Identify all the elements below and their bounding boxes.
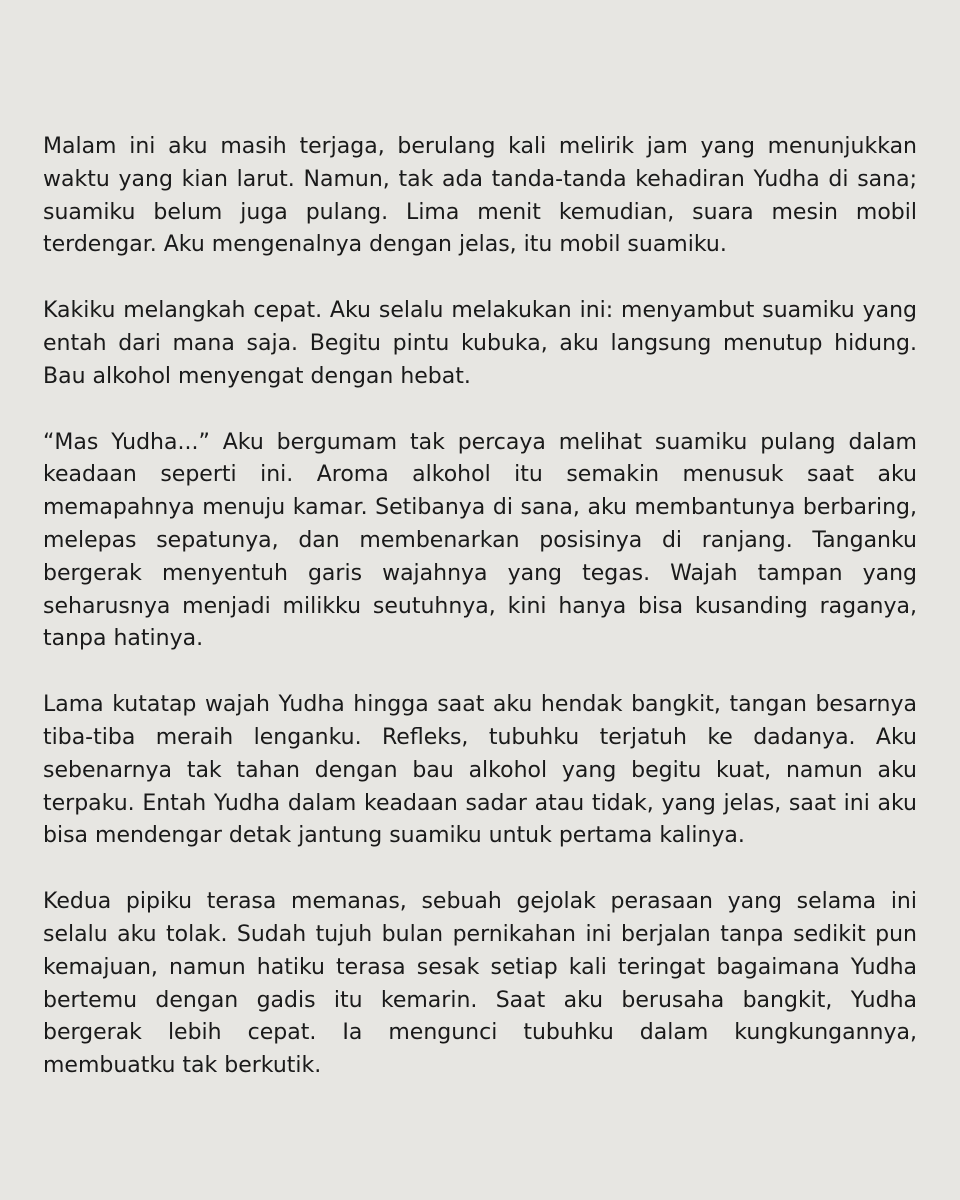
paragraph-4: Lama kutatap wajah Yudha hingga saat aku hendak bangkit, tangan besarnya tiba-tiba meraih lenganku. Refleks, tubuhku terjatuh ke dadanya. Aku sebenarnya tak tahan dengan bau alkohol yang begitu kuat, namun aku terpaku. Entah Yudha dalam keadaan sadar atau tidak, yang jelas, saat ini aku bisa mendengar detak jantung suamiku untuk pertama kalinya. (43, 692, 917, 849)
story-text (43, 131, 917, 1083)
paragraph-1: Malam ini aku masih terjaga, berulang kali melirik jam yang menunjukkan waktu yang kian larut. Namun, tak ada tanda-tanda kehadiran Yudha di sana; suamiku belum juga pulang. Lima menit kemudian, suara mesin mobil terdengar. Aku mengenalnya dengan jelas, itu mobil suamiku. (43, 134, 917, 258)
paragraph-3: “Mas Yudha...” Aku bergumam tak percaya melihat suamiku pulang dalam keadaan seperti ini. Aroma alkohol itu semakin menusuk saat aku memapahnya menuju kamar. Setibanya di sana, aku membantunya berbaring, melepas sepatunya, dan membenarkan posisinya di ranjang. Tanganku bergerak menyentuh garis wajahnya yang tegas. Wajah tampan yang seharusnya menjadi milikku seutuhnya, kini hanya bisa kusanding raganya, tanpa hatinya. (43, 429, 917, 652)
paragraph-2: Kakiku melangkah cepat. Aku selalu melakukan ini: menyambut suamiku yang entah dari mana saja. Begitu pintu kubuka, aku langsung menutup hidung. Bau alkohol menyengat dengan hebat. (43, 298, 917, 389)
paragraph-5: Kedua pipiku terasa memanas, sebuah gejolak perasaan yang selama ini selalu aku tolak. Sudah tujuh bulan pernikahan ini berjalan tanpa sedikit pun kemajuan, namun hatiku terasa sesak setiap kali teringat bagaimana Yudha bertemu dengan gadis itu kemarin. Saat aku berusaha bangkit, Yudha bergerak lebih cepat. Ia mengunci tubuhku dalam kungkungannya, membuatku tak berkutik. (43, 889, 917, 1079)
